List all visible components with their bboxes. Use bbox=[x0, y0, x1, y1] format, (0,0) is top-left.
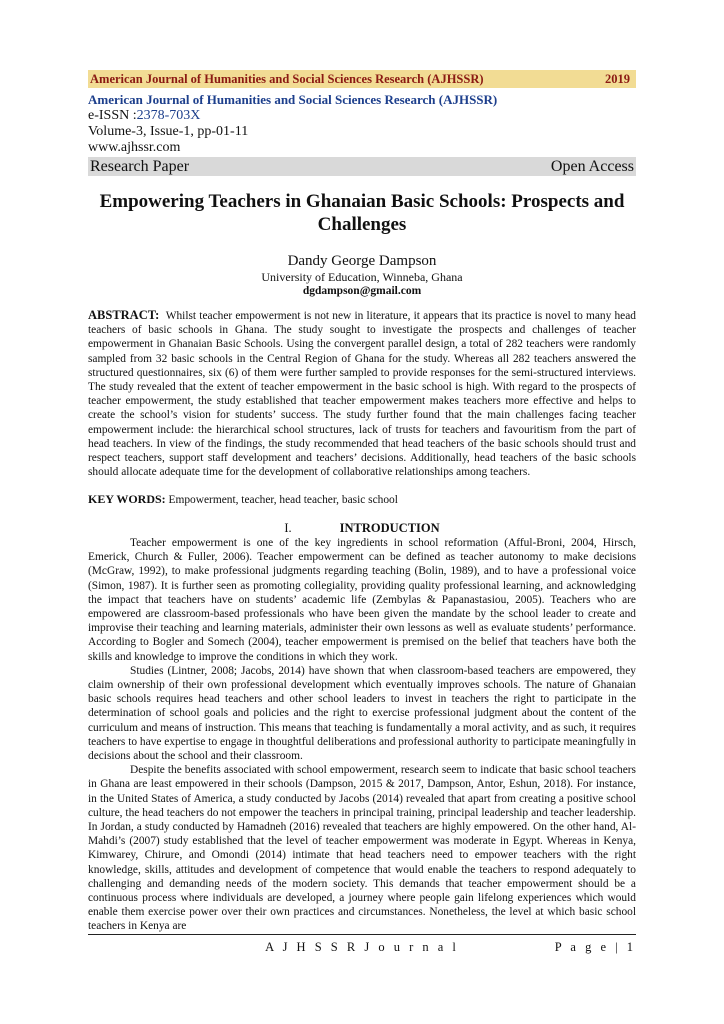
volume-line: Volume-3, Issue-1, pp-01-11 bbox=[88, 124, 249, 139]
body-text bbox=[88, 536, 636, 934]
author-email: dgdampson@gmail.com bbox=[302, 285, 422, 297]
page-number: P a g e | 1 bbox=[554, 940, 636, 954]
issn-label: e-ISSN : bbox=[88, 108, 137, 123]
paragraph: Teacher empowerment is one of the key ingredients in school reformation (Afful-Broni, 2004, Hirsch, Emerick, Church & Fuller, 2006). Teacher empowerment can be defined as teacher autonomy to make decisions (McGraw, 1992), to make professional judgments regarding teaching (Bolin, 1989), and to have a professional voice (Simon, 1987). It is further seen as promoting collegiality, providing quality professional learning, and acknowledging the impact that teachers have on students’ academic life (Zembylas & Papanastasiou, 2005). Teachers who are empowered are classroom-based professionals who have been given the mandate by the school leader to create and improvise their teaching and learning materials, administer their own lessons as well as evaluate students’ performance. According to Bogler and Somech (2004), teacher empowerment is premised on the belief that teachers have both the skills and knowledge to improve the conditions in which they work. bbox=[88, 537, 636, 663]
journal-meta bbox=[88, 92, 636, 156]
author-name: Dandy George Dampson bbox=[287, 253, 437, 269]
abstract bbox=[88, 308, 636, 479]
website-line: www.ajhssr.com bbox=[88, 140, 181, 155]
journal-header-bar bbox=[88, 70, 636, 88]
article-type: Research Paper bbox=[90, 157, 190, 175]
author-affiliation: University of Education, Winneba, Ghana bbox=[261, 270, 463, 284]
footer-divider bbox=[88, 934, 636, 935]
page-footer bbox=[88, 940, 636, 955]
journal-bar-name: American Journal of Humanities and Social Sciences Research (AJHSSR) bbox=[90, 71, 484, 86]
section-heading bbox=[88, 521, 636, 536]
section-number: I. bbox=[284, 521, 292, 535]
keywords-label: KEY WORDS: bbox=[88, 492, 166, 506]
issn-value: 2378-703X bbox=[136, 108, 201, 123]
article-type-bar bbox=[88, 157, 636, 176]
issn-line bbox=[88, 108, 636, 124]
paragraph: Despite the benefits associated with school empowerment, research seem to indicate that basic school teachers in Ghana are least empowered in their schools (Dampson, 2015 & 2017, Dampson, Antor, Eshun, 2018). For instance, in the United States of America, a study conducted by Jacobs (2014) revealed that apart from creating a positive school culture, the head teachers do not empower the teachers in principal training, principal leadership and teacher leadership. In Jordan, a study conducted by Hamadneh (2016) revealed that teachers are highly empowered. On the other hand, Al-Mahdi’s (2007) study established that the level of teacher empowerment was moderate in Egypt. Whereas in Kenya, Kimwarey, Chirure, and Omondi (2014) intimate that head teachers need to empower teachers with the right knowledge, skills, attitudes and development of competence that would enable the teachers to respond adequately to challenging and demanding needs of the modern society. This demands that teacher empowerment should be a continuous process where individuals are developed, a journey where people gain lifelong experiences which would enable them exercise power over their own practices and circumstances. Nonetheless, the level at which basic school teachers in Kenya are bbox=[88, 764, 636, 933]
abstract-label: ABSTRACT: bbox=[88, 308, 160, 322]
keywords-text: Empowerment, teacher, head teacher, basic school bbox=[168, 494, 398, 506]
paragraph: Studies (Lintner, 2008; Jacobs, 2014) have shown that when classroom-based teachers are empowered, they claim ownership of their own professional development which eventually improves schools. The nature of Ghanaian basic schools requires head teachers and other school leaders to invest in teachers the right to participate in the determination of school goals and policies and the right to exercise professional judgment about the content of the curriculum and means of instruction. This means that teaching is fundamentally a moral activity, and as such, it requires teachers to have expertise to engage in thoughtful deliberations and professional authority to participate meaningfully in decisions about the school and their classroom. bbox=[88, 664, 636, 763]
keywords bbox=[88, 492, 636, 507]
journal-year: 2019 bbox=[605, 71, 630, 86]
section-title: INTRODUCTION bbox=[339, 521, 440, 535]
access-type: Open Access bbox=[550, 157, 634, 175]
footer-journal: A J H S S R J o u r n a l bbox=[265, 940, 459, 954]
abstract-text: Whilst teacher empowerment is not new in literature, it appears that its practice is novel to many head teachers of basic schools in Ghana. The study sought to investigate the prospects and challenges of teacher empowerment in Ghanaian Basic Schools. Using the convergent parallel design, a total of 282 teachers were randomly sampled from 32 basic schools in the Central Region of Ghana for the study. Whereas all 282 teachers answered the structured questionnaires, six (6) of them were further sampled to provide responses for the semi-structured interviews. The study revealed that the extent of teacher empowerment in the basic school is high. With regard to the prospects of teacher empowerment, the study established that teacher empowerment makes teachers more effective and helps to create the school’s vision for students’ success. The study further found that the main challenges facing teacher empowerment include: the hierarchical school structures, lack of trusts for teachers and favouritism from the part of head teachers. In view of the findings, the study recommended that head teachers of the basic schools should trust and respect teachers, support staff development and teachers’ decisions. Additionally, head teachers of the basic schools should allocate adequate time for the development of collaborative relationships among teachers. bbox=[88, 310, 636, 479]
journal-name: American Journal of Humanities and Social Sciences Research (AJHSSR) bbox=[88, 92, 498, 107]
article-title: Empowering Teachers in Ghanaian Basic Schools: Prospects and Challenges bbox=[99, 191, 625, 235]
author-block bbox=[88, 252, 636, 298]
